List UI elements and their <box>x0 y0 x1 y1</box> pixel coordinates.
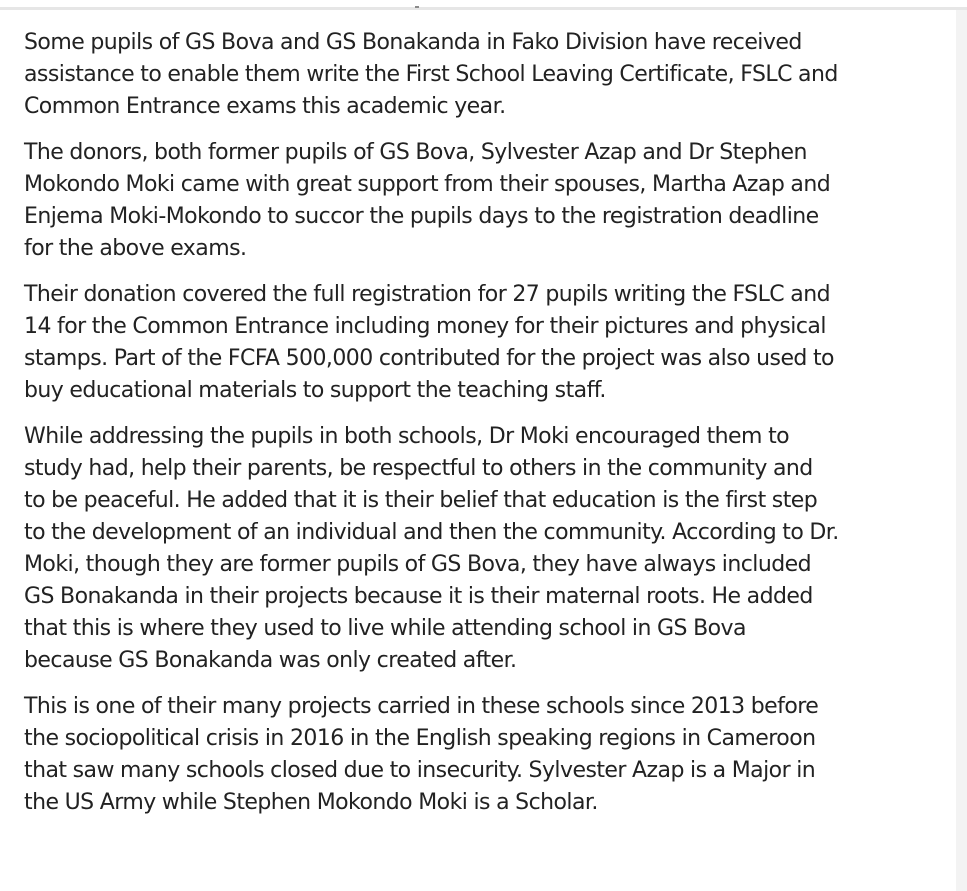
article-paragraph-3: Their donation covered the full registration for 27 pupils writing the FSLC and 14 for the Common Entrance including money for their pictures and physical stamps. Part of the FCFA 500,000 contributed for the project was also used to buy educational materials to support the teaching staff. <box>24 282 834 403</box>
article-paragraph-4: While addressing the pupils in both schools, Dr Moki encouraged them to study had, help their parents, be respectful to others in the community and to be peaceful. He added that it is their belief that education is the first step to the development of an individual and then the community. According to Dr. Moki, though they are former pupils of GS Bova, they have always included GS Bonakanda in their projects because it is their maternal roots. He added that this is where they used to live while attending school in GS Bova because GS Bonakanda was only created after. <box>24 424 839 673</box>
page-top-edge <box>0 0 967 10</box>
top-edge-mark <box>415 6 419 8</box>
article-paragraph-2: The donors, both former pupils of GS Bova, Sylvester Azap and Dr Stephen Mokondo Moki came with great support from their spouses, Martha Azap and Enjema Moki-Mokondo to succor the pupils days to the registration deadline for the above exams. <box>24 140 831 261</box>
article-paragraph-1: Some pupils of GS Bova and GS Bonakanda in Fako Division have received assistance to enable them write the First School Leaving Certificate, FSLC and Common Entrance exams this academic year. <box>24 30 838 119</box>
article-body <box>24 27 839 833</box>
article-paragraph-5: This is one of their many projects carried in these schools since 2013 before the sociopolitical crisis in 2016 in the English speaking regions in Cameroon that saw many schools closed due to insecurity. Sylvester Azap is a Major in the US Army while Stephen Mokondo Moki is a Scholar. <box>24 694 819 815</box>
scrollbar-track[interactable] <box>956 10 967 891</box>
